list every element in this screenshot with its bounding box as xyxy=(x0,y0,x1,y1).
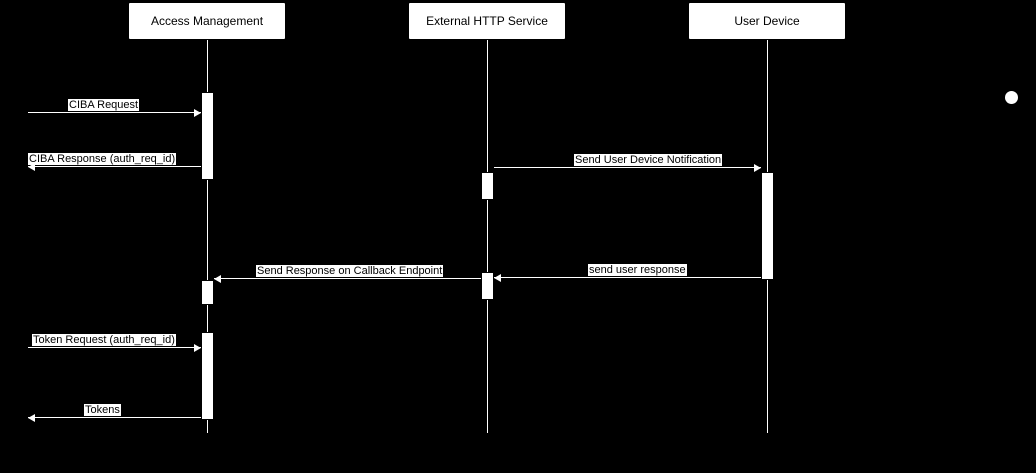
message-arrowhead xyxy=(194,344,201,352)
lifeline-1 xyxy=(487,40,488,433)
message-line xyxy=(494,167,761,168)
message-label: send user response xyxy=(589,264,686,276)
activation-bar xyxy=(201,280,214,305)
activation-bar xyxy=(761,172,774,280)
actor-dot-icon xyxy=(1005,91,1018,104)
message-line xyxy=(28,166,201,167)
participant-box[interactable] xyxy=(688,2,846,40)
participant-box[interactable] xyxy=(128,2,286,40)
message-label: Token Request (auth_req_id) xyxy=(33,334,175,346)
message-arrowhead xyxy=(28,414,35,422)
activation-bar xyxy=(481,272,494,300)
message-label: Tokens xyxy=(85,404,120,416)
message-label: Send User Device Notification xyxy=(575,154,722,166)
activation-bar xyxy=(201,92,214,180)
participant-label: Access Management xyxy=(150,14,264,28)
message-arrowhead xyxy=(494,274,501,282)
activation-bar xyxy=(201,332,214,420)
message-line xyxy=(28,347,201,348)
message-line xyxy=(28,112,201,113)
message-line xyxy=(494,277,761,278)
message-label: Send Response on Callback Endpoint xyxy=(257,265,443,277)
message-line xyxy=(214,278,481,279)
message-arrowhead xyxy=(214,275,221,283)
message-arrowhead xyxy=(194,109,201,117)
participant-label: External HTTP Service xyxy=(426,14,548,28)
participant-box[interactable] xyxy=(408,2,566,40)
participant-label: User Device xyxy=(734,14,800,28)
message-arrowhead xyxy=(754,164,761,172)
message-label: CIBA Response (auth_req_id) xyxy=(29,153,176,165)
activation-bar xyxy=(481,172,494,200)
message-label: CIBA Request xyxy=(69,99,139,111)
message-line xyxy=(28,417,201,418)
